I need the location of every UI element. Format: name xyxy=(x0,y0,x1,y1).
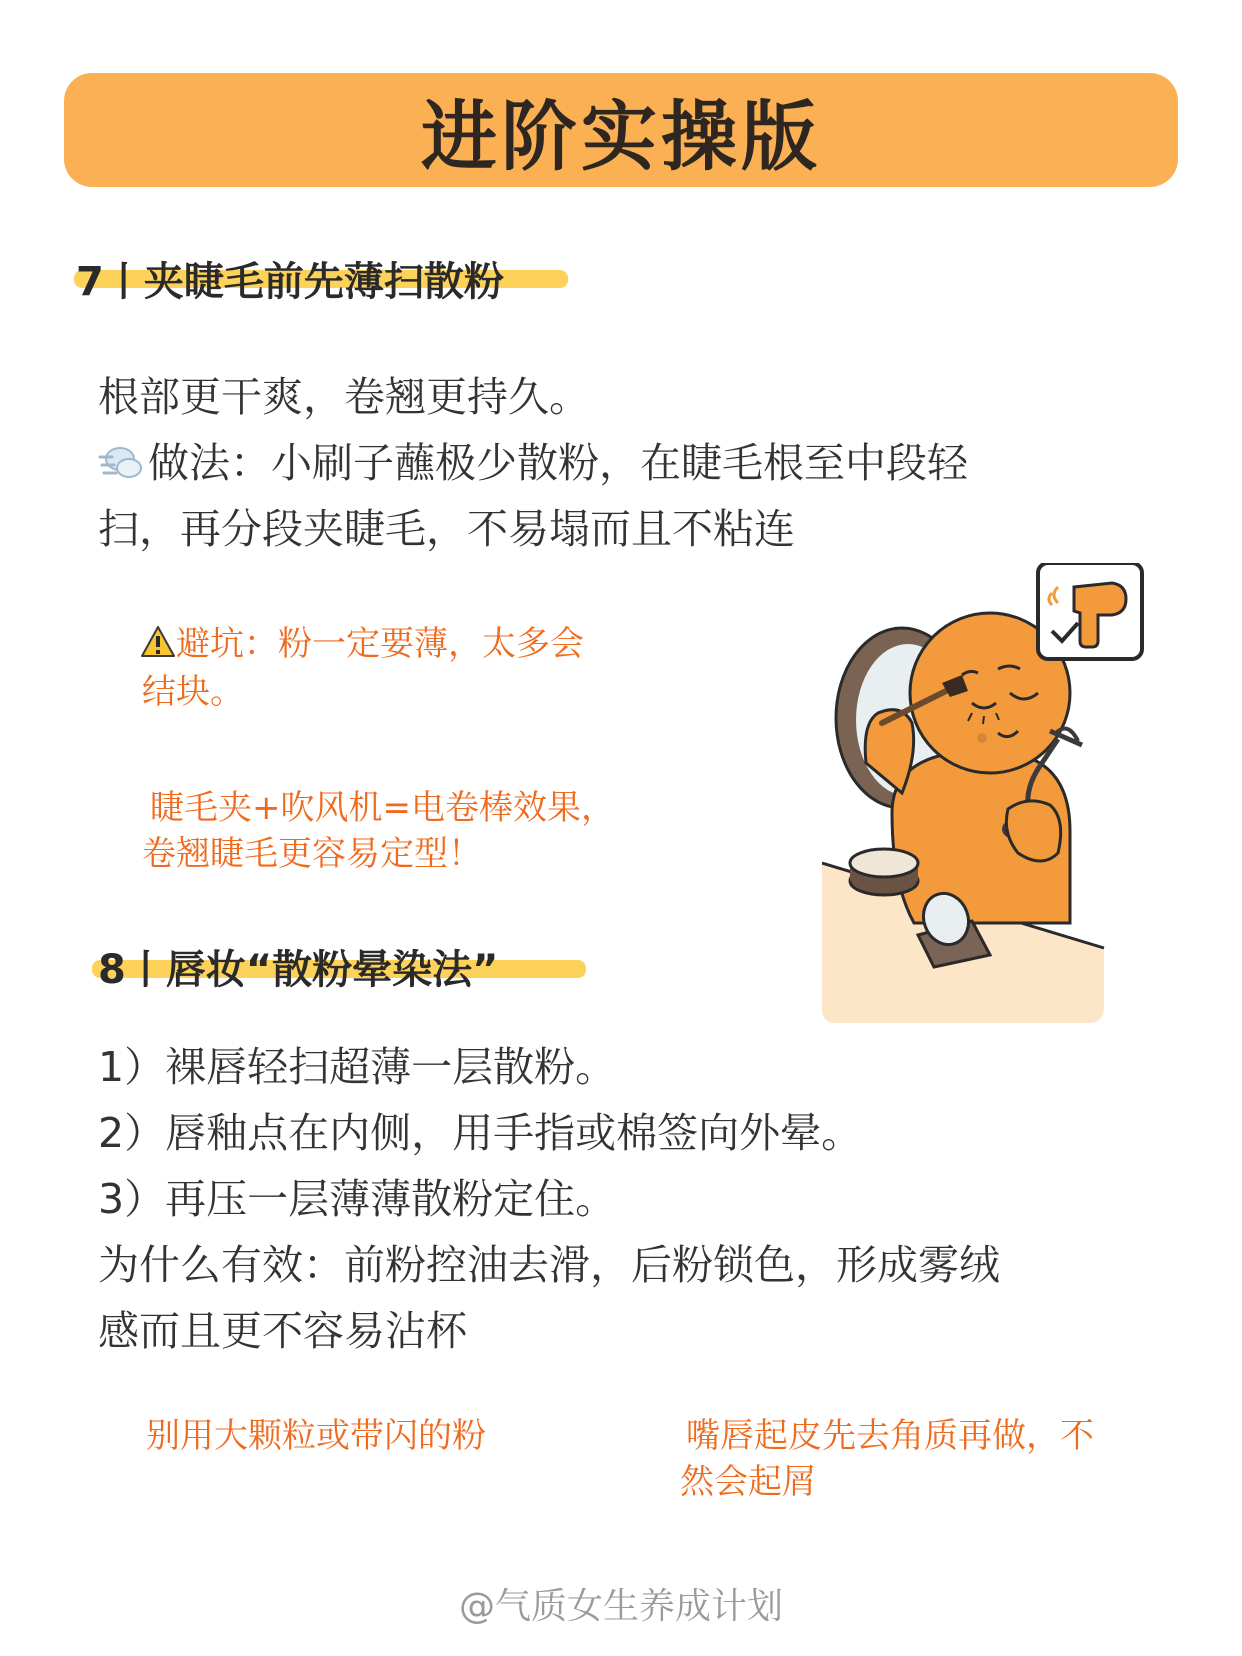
warning-icon xyxy=(140,624,176,658)
section8-why-line-2: 感而且更不容易沾杯 xyxy=(98,1307,467,1355)
section8-step-2: 2）唇釉点在内侧，用手指或棉签向外晕。 xyxy=(98,1109,863,1157)
tip-avoid-text: 避坑：粉一定要薄，太多会 xyxy=(176,624,584,664)
tip-exfoliate-line-1: 嘴唇起皮先去角质再做，不 xyxy=(686,1416,1094,1456)
section7-line-2 xyxy=(98,430,968,496)
section7-line-1: 根部更干爽，卷翘更持久。 xyxy=(98,373,590,421)
section8-step-1: 1）裸唇轻扫超薄一层散粉。 xyxy=(98,1043,617,1091)
section8-why-line-1: 为什么有效：前粉控油去滑，后粉锁色，形成雾绒 xyxy=(98,1241,1000,1289)
section8-heading: 8丨唇妆“散粉晕染法” xyxy=(98,947,499,993)
section8-step-3: 3）再压一层薄薄散粉定住。 xyxy=(98,1175,617,1223)
tip-dryer-line-1: 睫毛夹+吹风机=电卷棒效果， xyxy=(150,788,615,828)
tip-no-glitter: 别用大颗粒或带闪的粉 xyxy=(146,1416,486,1456)
watermark: @气质女生养成计划 xyxy=(458,1586,783,1627)
section7-method-text: 做法：小刷子蘸极少散粉，在睫毛根至中段轻 xyxy=(148,439,968,487)
wind-icon xyxy=(98,436,144,476)
tip-exfoliate-line-2: 然会起屑 xyxy=(680,1462,816,1502)
banner-title: 进阶实操版 xyxy=(421,91,821,181)
powder-jar-icon xyxy=(850,849,918,895)
tip-avoid-line-1 xyxy=(140,620,584,668)
hair-dryer-icon xyxy=(1038,563,1142,659)
tip-dryer-line-2: 卷翘睫毛更容易定型！ xyxy=(142,834,482,874)
makeup-illustration xyxy=(822,563,1144,1023)
tip-avoid-line-2: 结块。 xyxy=(142,672,244,712)
section7-line-3: 扫，再分段夹睫毛，不易塌而且不粘连 xyxy=(98,505,795,553)
title-banner xyxy=(64,73,1178,187)
section7-heading: 7丨夹睫毛前先薄扫散粉 xyxy=(76,259,504,305)
